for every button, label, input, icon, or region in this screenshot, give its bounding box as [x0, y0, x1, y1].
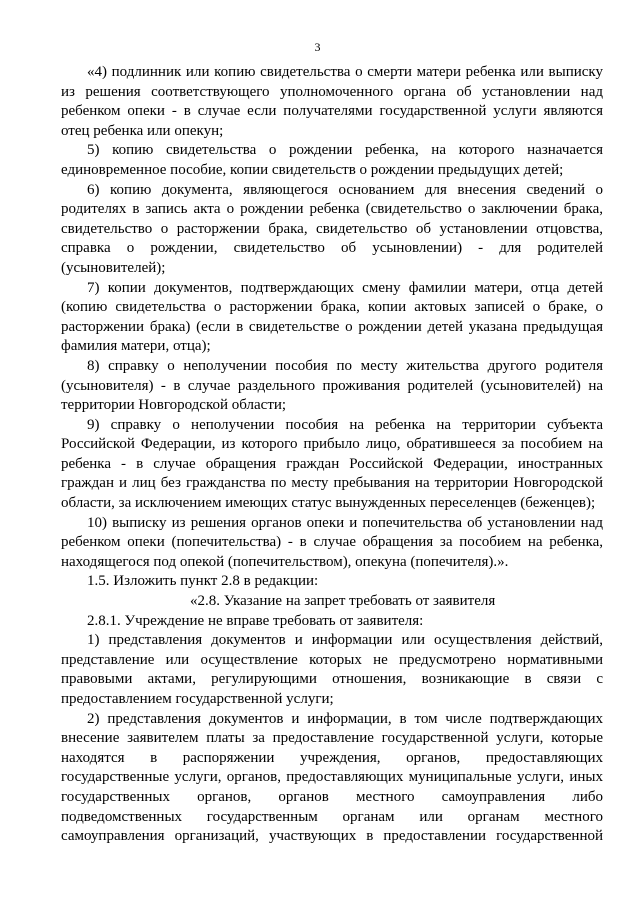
text-line: (копию свидетельства о расторжении брака, копии актовых записей о браке, о [61, 299, 603, 316]
page-number: 3 [314, 40, 321, 54]
text-line: 6) копию документа, являющегося основанием для внесения сведений о [87, 181, 603, 198]
paragraph-p15 [61, 572, 603, 592]
text-line: 7) копии документов, подтверждающих смену фамилии матери, отца детей [87, 279, 603, 296]
paragraph-p281_1 [61, 631, 603, 709]
text-line: 1) представления документов и информации или осуществления действий, [87, 632, 603, 649]
text-line: 5) копию свидетельства о рождении ребенка, на которого назначается [87, 142, 603, 159]
paragraph-p10 [61, 514, 603, 573]
paragraph-p9 [61, 416, 603, 514]
text-line: внесение заявителем платы за предоставление государственной услуги, которые [61, 730, 603, 747]
paragraph-p4 [61, 63, 603, 141]
paragraph-p281_2 [61, 710, 603, 847]
paragraph-p7 [61, 279, 603, 357]
text-line: 8) справку о неполучении пособия по месту жительства другого родителя [87, 357, 603, 374]
text-line: (усыновителей); [61, 259, 166, 276]
text-line: (усыновителя) - в случае раздельного проживания родителей (усыновителей) на [61, 377, 603, 394]
text-line: ребенком опеки - в случае если получателями государственной услуги являются [61, 103, 603, 120]
text-line: подведомственных государственным органам или органам местного [61, 808, 603, 825]
paragraph-p6 [61, 181, 603, 279]
text-line: области, за исключением имеющих статус вынужденных переселенцев (беженцев); [61, 495, 596, 512]
text-line: «4) подлинник или копию свидетельства о смерти матери ребенка или выписку [87, 64, 603, 80]
text-line: граждан и лиц без гражданства по месту пребывания на территории Новгородской [61, 475, 603, 492]
text-line: родителях в запись акта о рождении ребенка (свидетельство о заключении брака, [61, 201, 603, 218]
text-line: справка о рождении, свидетельство об усыновлении) - для родителей [61, 240, 603, 257]
text-line: отец ребенка или опекун; [61, 122, 224, 139]
text-line: 2.8.1. Учреждение не вправе требовать от заявителя: [87, 612, 424, 629]
text-line: 1.5. Изложить пункт 2.8 в редакции: [87, 573, 319, 590]
paragraph-p281 [61, 612, 603, 632]
text-line: территории Новгородской области; [61, 397, 287, 414]
text-line: государственных органов, органов местного самоуправления либо [61, 788, 603, 805]
text-line: 2) представления документов и информации, в том числе подтверждающих [87, 710, 603, 727]
text-line: находятся в распоряжении учреждения, органов, предоставляющих [61, 749, 603, 766]
document-body [61, 63, 603, 847]
paragraph-p8 [61, 357, 603, 416]
text-line: представление или осуществление которых не предусмотрено нормативными [61, 651, 603, 668]
text-line: единовременное пособие, копии свидетельств о рождении предыдущих детей; [61, 161, 564, 178]
text-line: 10) выписку из решения органов опеки и попечительства об установлении над [87, 514, 603, 531]
text-line: находящегося под опекой (попечительством), опекуна (попечителя).». [61, 553, 509, 570]
text-line: самоуправления организаций, участвующих в предоставлении государственной [61, 828, 603, 845]
text-line: предоставлением государственной услуги; [61, 691, 334, 707]
text-line: «2.8. Указание на запрет требовать от заявителя [190, 593, 496, 610]
paragraph-p28 [61, 592, 603, 612]
text-line: свидетельство о расторжении брака, свидетельство об установлении отцовства, [61, 220, 603, 237]
text-line: ребенком опеки (попечительства) - в случае обращения за пособием на ребенка, [61, 534, 603, 551]
text-line: правовыми актами, регулирующими отношения, возникающие в связи с [61, 671, 603, 688]
text-line: ребенка - в случае обращения граждан Российской Федерации, иностранных [61, 455, 603, 472]
text-line: фамилия матери, отца); [61, 338, 211, 355]
text-line: Российской Федерации, из которого прибыло лицо, обратившееся за пособием на [61, 436, 603, 453]
paragraph-p5 [61, 141, 603, 180]
text-line: расторжении брака) (если в свидетельстве о рождении детей указана предыдущая [61, 318, 603, 335]
text-line: 9) справку о неполучении пособия на ребенка на территории субъекта [87, 416, 603, 433]
text-line: из решения соответствующего уполномоченного органа об установлении над [61, 83, 603, 100]
text-line: государственные услуги, органов, предоставляющих муниципальные услуги, иных [61, 769, 603, 786]
